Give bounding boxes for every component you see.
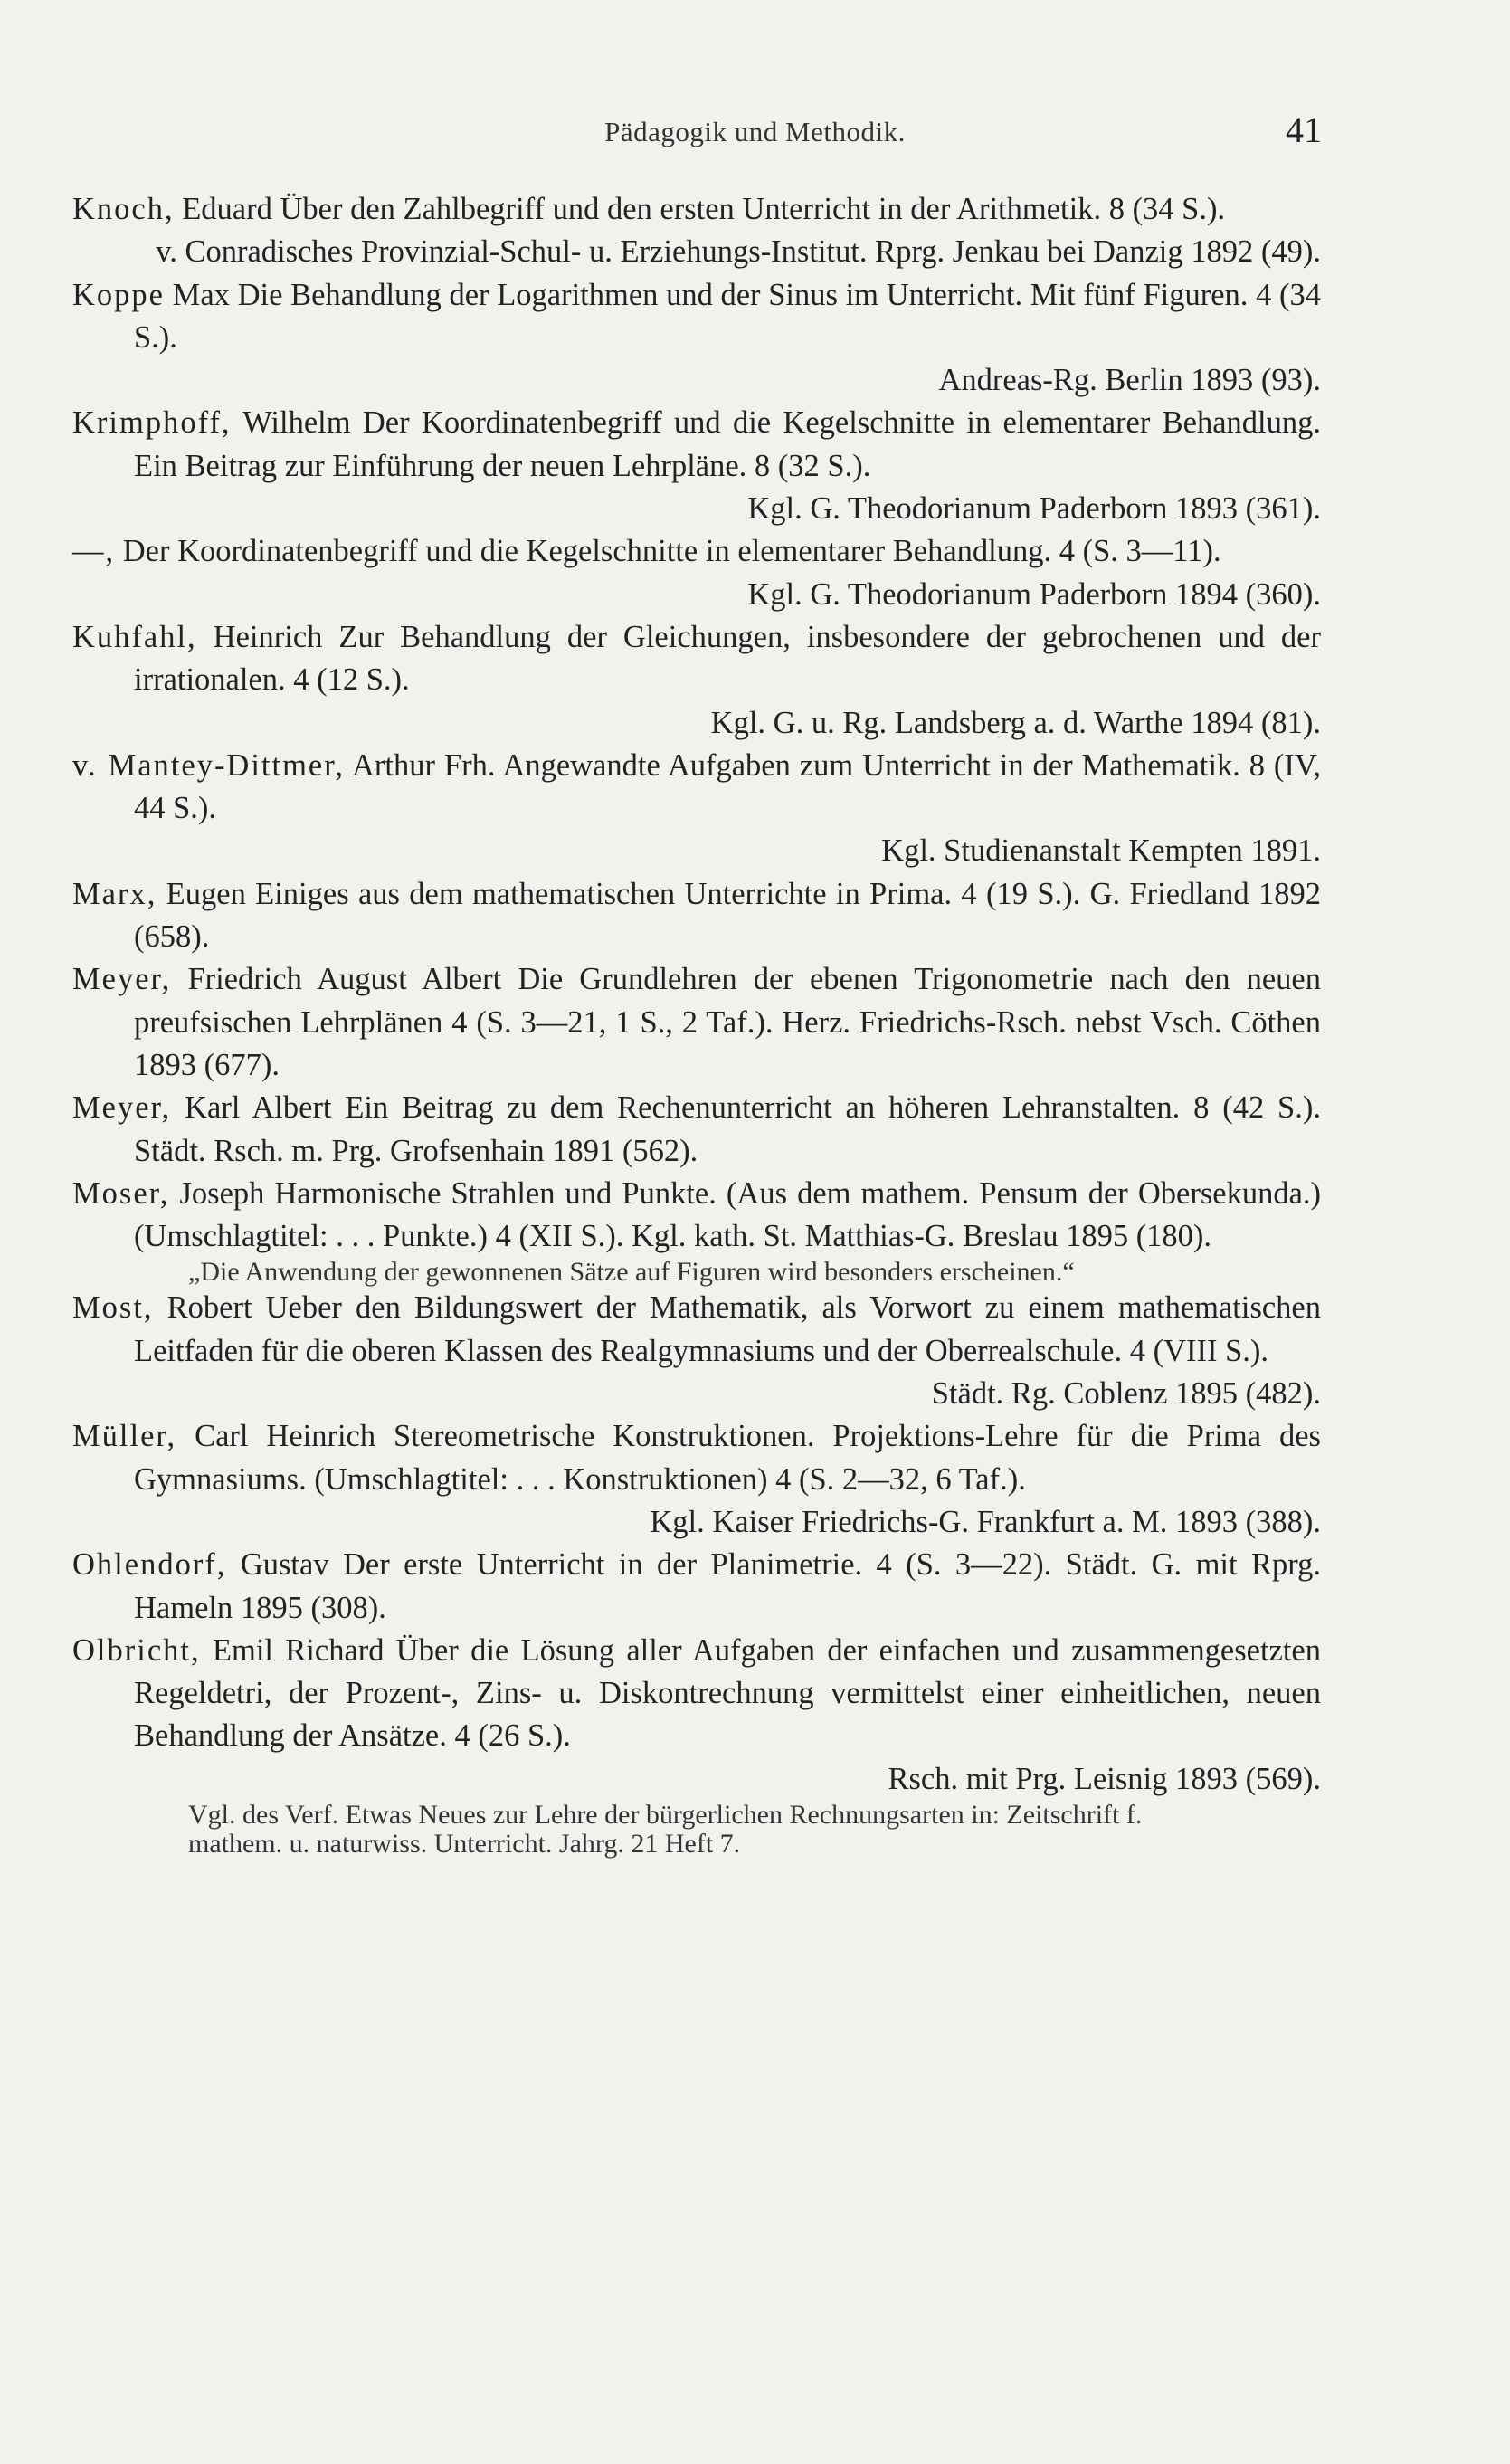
entry-author: Ohlendorf, <box>72 1547 227 1583</box>
entry-author: Kuhfahl, <box>72 619 197 654</box>
page-header <box>0 109 1510 170</box>
entry-author: v. Mantey-Dittmer, <box>72 747 345 783</box>
entry-text: Robert Ueber den Bildungswert der Mathematik, als Vorwort zu einem mathematischen Leitfaden für die oberen Klassen des Realgymnasiums und der Oberrealschule. 4 (VIII S.). <box>134 1290 1321 1368</box>
running-title: Pädagogik und Methodik. <box>604 116 906 147</box>
entry-note: Vgl. des Verf. Etwas Neues zur Lehre der bürgerlichen Rechnungsarten in: Zeitschrift f. mathem. u. naturwiss. Unterricht. Jahrg. 21 Heft 7. <box>188 1799 1143 1859</box>
entry-meyer-friedrich <box>72 958 1321 1087</box>
entry-source: Andreas-Rg. Berlin 1893 (93). <box>938 363 1321 398</box>
entry-source: v. Conradisches Provinzial-Schul- u. Erziehungs-Institut. Rprg. Jenkau bei Danzig 1892 (49). <box>156 234 1321 270</box>
entry-text: Joseph Harmonische Strahlen und Punkte. (Aus dem mathem. Pensum der Obersekunda.) (Umschlagtitel: . . . Punkte.) 4 (XII S.). Kgl. kath. St. Matthias-G. Breslau 1895 (180). <box>134 1175 1321 1254</box>
entry-text: Wilhelm Der Koordinatenbegriff und die Kegelschnitte in elementarer Behandlung. Ein Beitrag zur Einführung der neuen Lehrpläne. 8 (32 S.). <box>134 405 1321 483</box>
page-number: 41 <box>1286 109 1322 150</box>
entry-author: Müller, <box>72 1419 177 1454</box>
entry-krimphoff-2 <box>72 530 1321 616</box>
entry-source: Kgl. G. Theodorianum Paderborn 1894 (360). <box>747 576 1321 612</box>
entry-text: Max Die Behandlung der Logarithmen und der Sinus im Unterricht. Mit fünf Figuren. 4 (34 S.). <box>134 277 1321 355</box>
entry-most <box>72 1287 1321 1415</box>
entry-author: Meyer, <box>72 1090 172 1126</box>
entry-kuhfahl <box>72 616 1321 745</box>
entry-note: „Die Anwendung der gewonnenen Sätze auf Figuren wird besonders erscheinen.“ <box>188 1257 1075 1288</box>
entry-author: Olbricht, <box>72 1632 201 1668</box>
entry-author: Moser, <box>72 1175 170 1211</box>
entry-mantey-dittmer <box>72 745 1321 873</box>
entry-text: Arthur Frh. Angewandte Aufgaben zum Unterricht in der Mathematik. 8 (IV, 44 S.). <box>134 747 1321 826</box>
entry-source: Städt. Rg. Coblenz 1895 (482). <box>931 1376 1321 1412</box>
entry-krimphoff <box>72 402 1321 530</box>
entry-source: Kgl. G. u. Rg. Landsberg a. d. Warthe 1894 (81). <box>710 705 1321 740</box>
entry-ohlendorf <box>72 1544 1321 1630</box>
entry-text: Friedrich August Albert Die Grundlehren der ebenen Trigonometrie nach den neuen preufsischen Lehrplänen 4 (S. 3—21, 1 S., 2 Taf.). Herz. Friedrichs-Rsch. nebst Vsch. Cöthen 1893 (677). <box>134 962 1321 1082</box>
entry-text: Carl Heinrich Stereometrische Konstruktionen. Projektions-Lehre für die Prima des Gymnasiums. (Umschlagtitel: . . . Konstruktionen) 4 (S. 2—32, 6 Taf.). <box>134 1419 1321 1497</box>
entry-text: Emil Richard Über die Lösung aller Aufgaben der einfachen und zusammengesetzten Regeldetri, der Prozent-, Zins- u. Diskontrechnung vermittelst einer einheitlichen, neuen Behandlung der Ansätze. 4 (26 S.). <box>134 1632 1321 1754</box>
entry-text: Gustav Der erste Unterricht in der Planimetrie. 4 (S. 3—22). Städt. G. mit Rprg. Hameln 1895 (308). <box>134 1547 1321 1625</box>
entry-olbricht <box>72 1630 1321 1859</box>
entry-source: Rsch. mit Prg. Leisnig 1893 (569). <box>888 1761 1321 1796</box>
entry-text: Eduard Über den Zahlbegriff und den ersten Unterricht in der Arithmetik. 8 (34 S.). <box>174 192 1226 226</box>
entry-author: Knoch, <box>72 192 175 226</box>
entry-marx <box>72 873 1321 959</box>
entry-text: Eugen Einiges aus dem mathematischen Unterrichte in Prima. 4 (19 S.). G. Friedland 1892 (658). <box>134 876 1321 955</box>
entry-meyer-karl <box>72 1087 1321 1173</box>
entry-author: Krimphoff, <box>72 405 232 441</box>
entry-source: Kgl. Kaiser Friedrichs-G. Frankfurt a. M. 1893 (388). <box>650 1504 1321 1539</box>
entry-source: Kgl. G. Theodorianum Paderborn 1893 (361). <box>747 491 1321 527</box>
entry-author: Marx, <box>72 876 157 911</box>
entry-koppe <box>72 274 1321 403</box>
entry-author: Meyer, <box>72 962 172 997</box>
entry-moser <box>72 1173 1321 1288</box>
entry-mueller <box>72 1415 1321 1544</box>
entry-author: Koppe <box>72 277 165 312</box>
entry-author: Most, <box>72 1290 154 1326</box>
entry-text: Heinrich Zur Behandlung der Gleichungen, insbesondere der gebrochenen und der irrationalen. 4 (12 S.). <box>134 619 1321 698</box>
entry-text: Der Koordinatenbegriff und die Kegelschnitte in elementarer Behandlung. 4 (S. 3—11). <box>115 534 1221 569</box>
entry-author: —, <box>72 534 116 569</box>
bibliography-list <box>72 188 1321 1859</box>
entry-text: Karl Albert Ein Beitrag zu dem Rechenunterricht an höheren Lehranstalten. 8 (42 S.). Städt. Rsch. m. Prg. Grofsenhain 1891 (562). <box>134 1090 1321 1168</box>
entry-knoch <box>72 188 1321 274</box>
entry-source: Kgl. Studienanstalt Kempten 1891. <box>881 833 1321 869</box>
